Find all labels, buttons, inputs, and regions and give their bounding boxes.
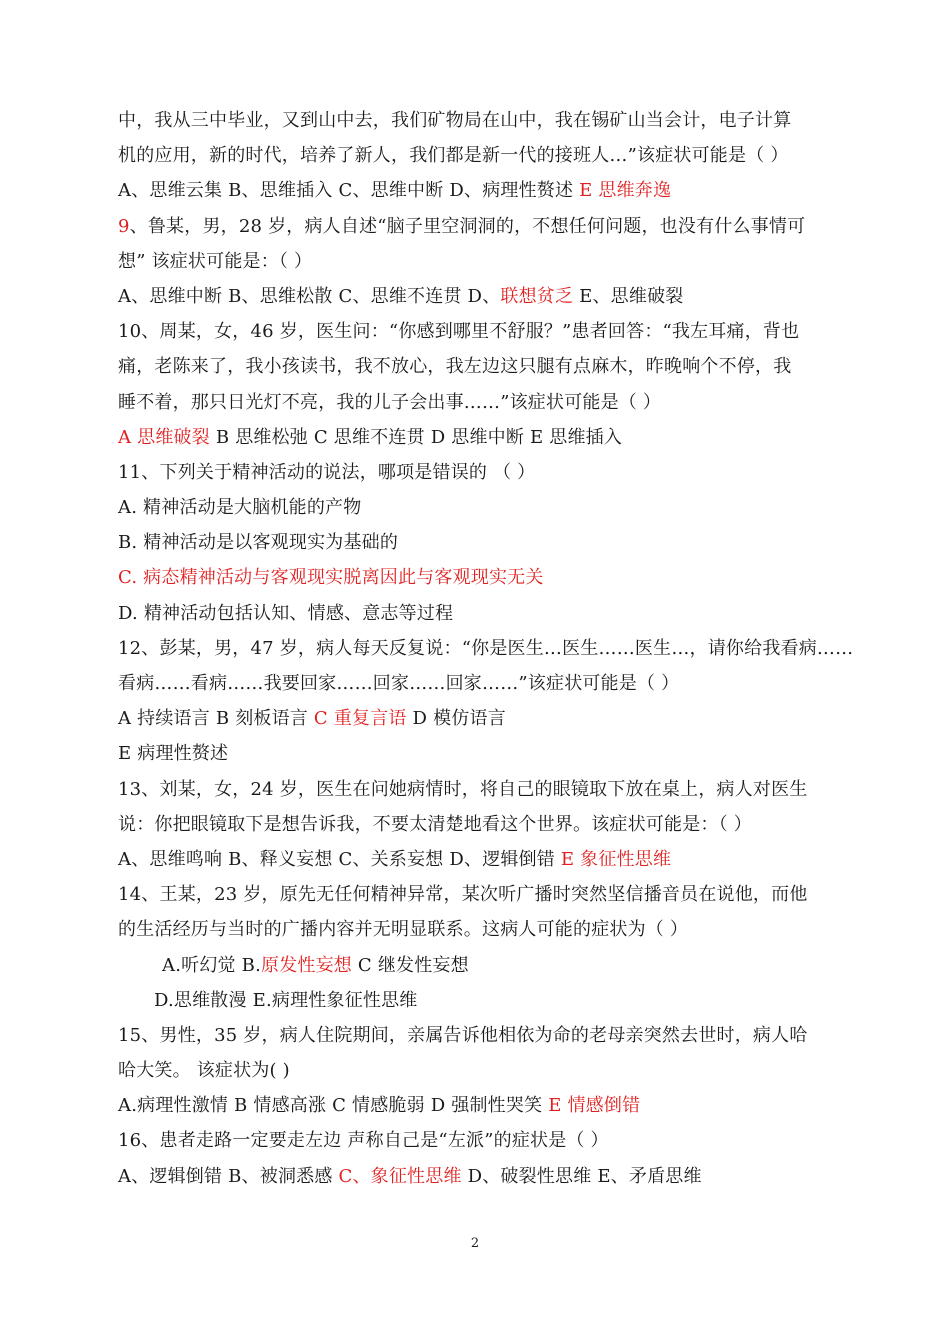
- text-line: [118, 912, 838, 947]
- text-line: [118, 772, 838, 807]
- text-line: [118, 877, 838, 912]
- text-segment: 14、王某，23 岁，原先无任何精神异常，某次听广播时突然坚信播音员在说他，而他: [118, 884, 808, 906]
- answer-highlight: E 情感倒错: [548, 1095, 641, 1117]
- text-segment: 哈大笑。 该症状为( ): [118, 1060, 290, 1082]
- answer-highlight: 9: [118, 215, 130, 237]
- text-line: [118, 560, 838, 595]
- text-segment: D 模仿语言: [406, 708, 506, 730]
- page-number: 2: [470, 1236, 480, 1251]
- text-segment: A.病理性激情 B 情感高涨 C 情感脆弱 D 强制性哭笑: [118, 1095, 549, 1117]
- text-line: [118, 701, 838, 736]
- text-segment: 中，我从三中毕业，又到山中去，我们矿物局在山中，我在锡矿山当会计，电子计算: [118, 110, 792, 131]
- text-line: [118, 1053, 838, 1088]
- text-line: [118, 842, 838, 877]
- text-line: [118, 983, 838, 1018]
- text-segment: 10、周某，女，46 岁，医生问：“你感到哪里不舒服？”患者回答：“我左耳痛，背也: [118, 321, 800, 343]
- text-line: [118, 948, 838, 983]
- text-segment: A、思维中断 B、思维松散 C、思维不连贯 D、: [118, 285, 501, 307]
- text-segment: B. 精神活动是以客观现实为基础的: [118, 532, 399, 554]
- text-segment: 的生活经历与当时的广播内容并无明显联系。这病人可能的症状为（ ）: [118, 919, 689, 941]
- answer-highlight: E 思维奔逸: [579, 180, 672, 202]
- text-segment: A、逻辑倒错 B、被洞悉感: [118, 1165, 339, 1187]
- answer-highlight: C 重复言语: [313, 708, 407, 730]
- text-line: [118, 490, 838, 525]
- text-segment: 11、下列关于精神活动的说法，哪项是错误的 （ ）: [118, 461, 536, 483]
- answer-highlight: 原发性妄想: [261, 954, 352, 976]
- text-segment: 机的应用，新的时代，培养了新人，我们都是新一代的接班人…”该症状可能是（ ）: [118, 145, 789, 167]
- text-segment: 痛，老陈来了，我小孩读书，我不放心，我左边这只腿有点麻木，昨晚响个不停，我: [118, 356, 792, 378]
- text-segment: 睡不着，那只日光灯不亮，我的儿子会出事……”该症状可能是（ ）: [118, 391, 662, 413]
- answer-highlight: C、象征性思维: [338, 1165, 462, 1187]
- text-line: [118, 209, 838, 244]
- text-line: [118, 736, 838, 771]
- text-line: [118, 455, 838, 490]
- text-segment: E 病理性赘述: [118, 743, 229, 765]
- text-line: [118, 103, 838, 138]
- text-line: [118, 631, 854, 666]
- text-segment: 、鲁某，男，28 岁，病人自述“脑子里空洞洞的，不想任何问题，也没有什么事情可: [129, 215, 806, 237]
- answer-highlight: C. 病态精神活动与客观现实脱离因此与客观现实无关: [118, 567, 544, 589]
- text-segment: 16、患者走路一定要走左边 声称自己是“左派”的症状是（ ）: [118, 1130, 609, 1152]
- text-line: [118, 420, 838, 455]
- text-line: [118, 596, 838, 631]
- text-segment: B 思维松弛 C 思维不连贯 D 思维中断 E 思维插入: [209, 426, 623, 448]
- text-line: [118, 1018, 838, 1053]
- text-line: [118, 314, 838, 349]
- answer-highlight: E 象征性思维: [560, 848, 672, 870]
- text-segment: A 持续语言 B 刻板语言: [118, 708, 314, 730]
- answer-highlight: A 思维破裂: [118, 426, 210, 448]
- text-line: [118, 525, 838, 560]
- text-segment: D、破裂性思维 E、矛盾思维: [461, 1165, 702, 1187]
- text-line: [118, 385, 838, 420]
- text-segment: 13、刘某，女，24 岁，医生在问她病情时，将自己的眼镜取下放在桌上，病人对医生: [118, 778, 808, 800]
- text-segment: A. 精神活动是大脑机能的产物: [118, 497, 362, 519]
- text-line: [118, 1159, 838, 1194]
- text-segment: 15、男性，35 岁，病人住院期间，亲属告诉他相依为命的老母亲突然去世时，病人哈: [118, 1024, 808, 1046]
- text-line: [118, 1123, 838, 1158]
- text-line: [118, 1088, 838, 1123]
- text-line: [118, 173, 838, 208]
- text-segment: A.听幻觉 B.: [162, 954, 261, 976]
- text-segment: C 继发性妄想: [352, 954, 469, 976]
- text-segment: A、思维云集 B、思维插入 C、思维中断 D、病理性赘述: [118, 180, 580, 202]
- text-line: [118, 349, 838, 384]
- text-segment: 12、彭某，男，47 岁，病人每天反复说：“你是医生…医生……医生…，请你给我看病……: [118, 637, 854, 659]
- text-segment: 看病……看病……我要回家……回家……回家……”该症状可能是（ ）: [118, 673, 680, 694]
- text-line: [118, 807, 838, 842]
- text-segment: D. 精神活动包括认知、情感、意志等过程: [118, 602, 454, 624]
- answer-highlight: 联想贫乏: [500, 285, 574, 307]
- text-segment: A、思维鸣响 B、释义妄想 C、关系妄想 D、逻辑倒错: [118, 848, 561, 870]
- text-line: [118, 279, 838, 314]
- text-segment: 想” 该症状可能是：（ ）: [118, 250, 313, 272]
- text-line: [118, 138, 838, 173]
- text-segment: E、思维破裂: [573, 285, 684, 307]
- page-content: [118, 103, 854, 1194]
- text-line: [118, 666, 838, 701]
- text-segment: D.思维散漫 E.病理性象征性思维: [154, 989, 418, 1011]
- text-segment: 说：你把眼镜取下是想告诉我，不要太清楚地看这个世界。该症状可能是：（ ）: [118, 813, 752, 835]
- text-line: [118, 244, 838, 279]
